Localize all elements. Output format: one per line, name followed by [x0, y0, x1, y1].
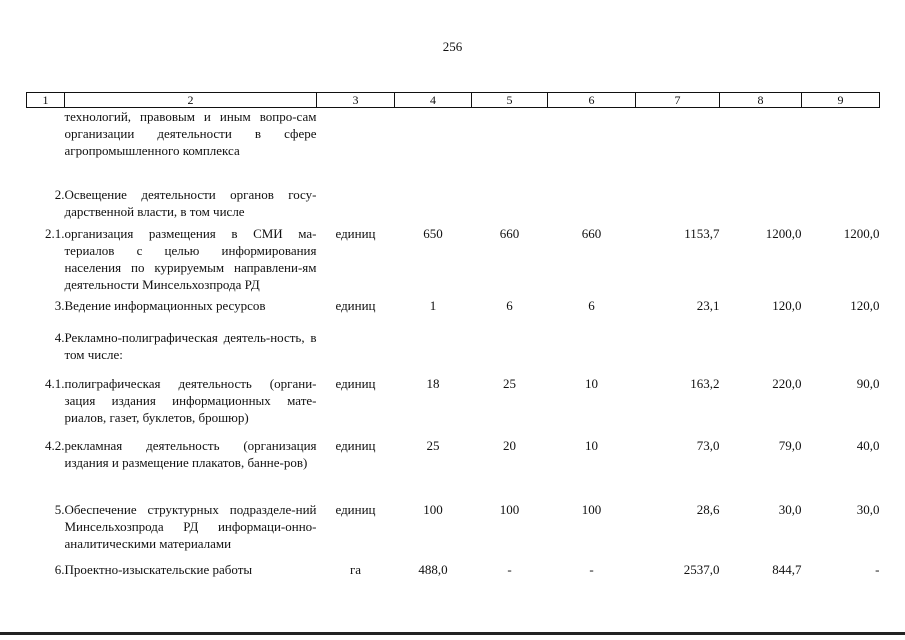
- row-value-6: [548, 182, 636, 221]
- column-header: 9: [802, 93, 880, 108]
- row-value-5: -: [507, 561, 512, 577]
- row-unit: единиц: [335, 225, 376, 241]
- row-value-7: 28,6: [696, 501, 720, 517]
- row-value-6: 100: [581, 501, 602, 517]
- row-number: 4.: [54, 329, 65, 345]
- row-value-5: 20: [503, 437, 516, 453]
- row-value-8: [720, 329, 802, 375]
- column-header: 5: [472, 93, 548, 108]
- page-bottom-rule: [0, 632, 905, 635]
- row-value-7: [636, 108, 720, 182]
- column-header: 1: [27, 93, 65, 108]
- data-table: [26, 92, 880, 591]
- row-value-8: 1200,0: [765, 225, 802, 241]
- row-value-4: [395, 329, 472, 375]
- row-value-5: 660: [499, 225, 520, 241]
- table-row: [27, 561, 880, 591]
- table-row: [27, 182, 880, 221]
- row-number: 5.: [54, 501, 65, 517]
- row-value-4: 25: [426, 437, 440, 453]
- row-value-7: [636, 182, 720, 221]
- row-value-6: 10: [585, 375, 598, 391]
- row-description: Ведение информационных ресурсов: [64, 297, 266, 313]
- row-value-8: [720, 108, 802, 182]
- row-value-7: 23,1: [696, 297, 720, 313]
- row-description: Проектно-изыскательские работы: [64, 561, 253, 577]
- table-row: [27, 221, 880, 297]
- table-row: [27, 437, 880, 501]
- column-header: 7: [636, 93, 720, 108]
- row-value-8: 844,7: [772, 561, 802, 577]
- row-value-8: 220,0: [772, 375, 802, 391]
- row-value-9: [802, 329, 880, 375]
- row-unit: единиц: [335, 501, 376, 517]
- table-row: [27, 501, 880, 561]
- row-value-6: 10: [585, 437, 598, 453]
- column-header: 3: [317, 93, 395, 108]
- column-header: 4: [395, 93, 472, 108]
- row-value-8: [720, 182, 802, 221]
- row-description: Обеспечение структурных подразделе-ний Минсельхозпрода РД информаци-онно-аналитическими материалами: [64, 501, 317, 551]
- row-value-6: 6: [588, 297, 595, 313]
- row-description: технологий, правовым и иным вопро-сам организации деятельности в сфере агропромышленного комплекса: [64, 109, 317, 158]
- row-value-9: 120,0: [850, 297, 880, 313]
- row-unit: [317, 329, 395, 375]
- table-row: [27, 297, 880, 329]
- row-value-5: 100: [499, 501, 520, 517]
- table-row: [27, 329, 880, 375]
- column-header: 8: [720, 93, 802, 108]
- row-unit: единиц: [335, 437, 376, 453]
- row-number: 4.2.: [45, 437, 65, 453]
- row-value-8: 30,0: [778, 501, 802, 517]
- row-unit: [317, 182, 395, 221]
- row-value-9: -: [875, 561, 880, 577]
- row-unit: единиц: [335, 297, 376, 313]
- row-value-9: 30,0: [856, 501, 880, 517]
- row-description: Освещение деятельности органов госу-дарственной власти, в том числе: [64, 186, 317, 219]
- row-value-7: 73,0: [696, 437, 720, 453]
- table-row: [27, 108, 880, 182]
- row-value-4: 488,0: [418, 561, 448, 577]
- column-header: 6: [548, 93, 636, 108]
- row-value-5: [472, 329, 548, 375]
- row-value-9: [802, 108, 880, 182]
- row-number: 4.1.: [45, 375, 65, 391]
- row-value-6: [548, 329, 636, 375]
- row-value-7: [636, 329, 720, 375]
- row-number: 3.: [54, 297, 65, 313]
- row-value-7: 1153,7: [684, 225, 720, 241]
- row-value-4: [395, 108, 472, 182]
- row-value-4: 1: [429, 297, 437, 313]
- row-number: 6.: [54, 561, 65, 577]
- row-description: рекламная деятельность (организация издания и размещение плакатов, банне-ров): [64, 437, 317, 470]
- row-value-6: [548, 108, 636, 182]
- row-value-7: 2537,0: [683, 561, 720, 577]
- table-body: [27, 108, 880, 591]
- row-value-6: 660: [581, 225, 602, 241]
- row-value-7: 163,2: [690, 375, 720, 391]
- row-value-8: 120,0: [772, 297, 802, 313]
- page-number: 256: [442, 39, 463, 54]
- table-row: [27, 375, 880, 437]
- row-value-5: [472, 182, 548, 221]
- row-value-6: -: [589, 561, 594, 577]
- row-value-9: 90,0: [856, 375, 880, 391]
- row-value-4: 650: [423, 225, 443, 241]
- row-number: 2.1.: [45, 225, 65, 241]
- row-description: полиграфическая деятельность (органи-зация издания информационных мате-риалов, газет, буклетов, брошюр): [64, 375, 317, 425]
- row-value-4: 18: [426, 375, 440, 391]
- row-value-9: [802, 182, 880, 221]
- header-row: [27, 93, 880, 108]
- row-value-4: 100: [423, 501, 443, 517]
- row-unit: [317, 108, 395, 182]
- row-value-9: 40,0: [856, 437, 880, 453]
- row-value-5: 25: [503, 375, 516, 391]
- row-description: организация размещения в СМИ ма-териалов с целью информирования населения по курируемым направлени-ям деятельности Минсельхозпрода РД: [64, 225, 317, 292]
- row-number: [27, 108, 65, 182]
- row-value-5: [472, 108, 548, 182]
- row-value-5: 6: [506, 297, 513, 313]
- row-value-9: 1200,0: [843, 225, 880, 241]
- row-unit: га: [349, 561, 362, 577]
- row-number: 2.: [54, 186, 65, 202]
- row-value-4: [395, 182, 472, 221]
- row-unit: единиц: [335, 375, 376, 391]
- row-value-8: 79,0: [778, 437, 802, 453]
- row-description: Рекламно-полиграфическая деятель-ность, в том числе:: [64, 329, 317, 362]
- column-header: 2: [65, 93, 317, 108]
